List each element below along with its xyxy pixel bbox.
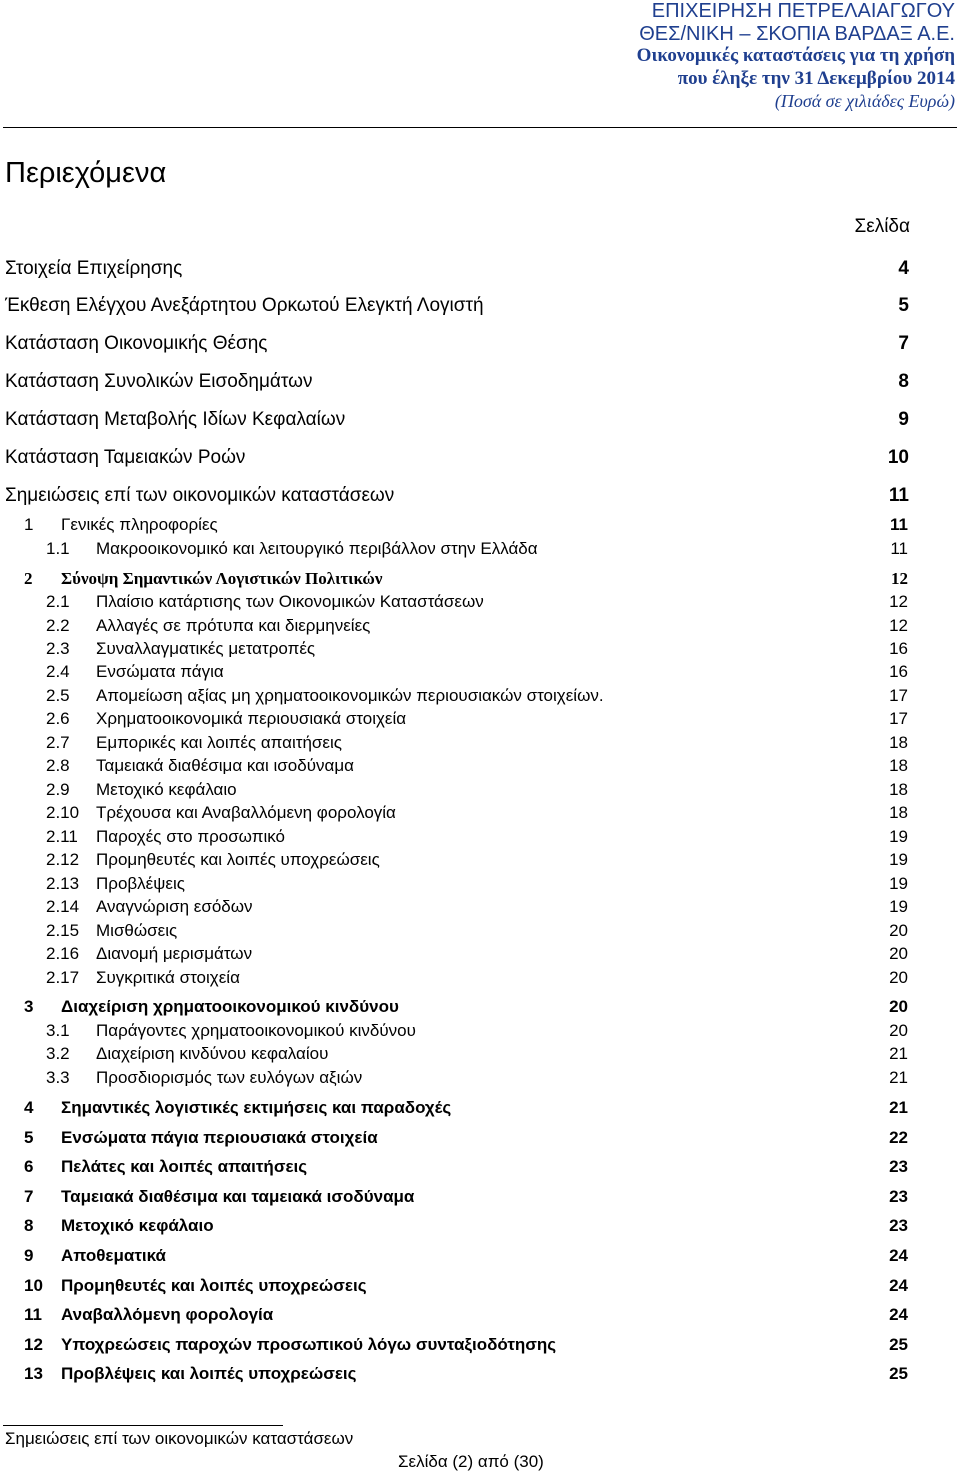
toc-note-page: 20 <box>889 944 908 963</box>
toc-entry-page: 7 <box>898 333 909 354</box>
toc-note-title: Συγκριτικά στοιχεία <box>96 968 240 987</box>
toc-entry-title: Έκθεση Ελέγχου Ανεξάρτητου Ορκωτού Ελεγκτή Λογιστή <box>5 295 484 316</box>
toc-note-page: 18 <box>889 733 908 752</box>
toc-note-title: Προμηθευτές και λοιπές υποχρεώσεις <box>61 1276 367 1295</box>
report-title-line-1: Οικονομικές καταστάσεις για τη χρήση <box>636 45 955 66</box>
toc-note-page: 25 <box>889 1364 908 1383</box>
toc-note-title: Σύνοψη Σημαντικών Λογιστικών Πολιτικών <box>61 569 383 588</box>
toc-note-number: 2.12 <box>46 850 80 869</box>
toc-entry-title: Στοιχεία Επιχείρησης <box>5 258 183 279</box>
toc-note-number: 2.10 <box>46 803 80 822</box>
footer-divider <box>3 1425 283 1426</box>
amount-units: (Ποσά σε χιλιάδες Ευρώ) <box>774 91 955 111</box>
toc-note-page: 19 <box>889 874 908 893</box>
toc-note-subsection[interactable] <box>0 592 960 614</box>
toc-note-section[interactable] <box>0 569 960 591</box>
toc-note-number: 2.5 <box>46 686 70 705</box>
toc-note-number: 3 <box>24 997 34 1016</box>
toc-note-subsection[interactable] <box>0 897 960 919</box>
toc-note-number: 2.15 <box>46 921 80 940</box>
toc-note-number: 2.1 <box>46 592 70 611</box>
toc-note-number: 2.16 <box>46 944 80 963</box>
toc-note-number: 2.6 <box>46 709 70 728</box>
toc-note-subsection[interactable] <box>0 686 960 708</box>
toc-note-section[interactable] <box>0 1246 960 1268</box>
toc-note-page: 21 <box>889 1044 908 1063</box>
toc-note-title: Παροχές στο προσωπικό <box>96 827 285 846</box>
toc-note-title: Συναλλαγματικές μετατροπές <box>96 639 316 658</box>
toc-note-subsection[interactable] <box>0 944 960 966</box>
toc-note-page: 21 <box>889 1068 908 1087</box>
report-title-line-2: που έληξε την 31 Δεκεμβρίου 2014 <box>677 67 955 89</box>
toc-entry[interactable] <box>0 295 960 321</box>
toc-note-page: 11 <box>890 539 908 558</box>
toc-note-number: 2.4 <box>46 662 70 681</box>
toc-note-title: Απομείωση αξίας μη χρηματοοικονομικών περιουσιακών στοιχείων. <box>96 686 604 705</box>
toc-note-number: 12 <box>24 1335 43 1354</box>
toc-entry-page: 4 <box>898 258 909 279</box>
toc-note-page: 18 <box>889 803 908 822</box>
toc-note-number: 5 <box>24 1128 34 1147</box>
toc-note-title: Προμηθευτές και λοιπές υποχρεώσεις <box>96 850 380 869</box>
toc-note-page: 12 <box>889 592 908 611</box>
toc-note-subsection[interactable] <box>0 968 960 990</box>
toc-note-section[interactable] <box>0 1335 960 1357</box>
toc-note-section[interactable] <box>0 1157 960 1179</box>
toc-note-title: Ενσώματα πάγια <box>96 662 224 681</box>
toc-note-section[interactable] <box>0 997 960 1019</box>
toc-note-number: 2.2 <box>46 616 70 635</box>
toc-note-title: Διαχείριση κινδύνου κεφαλαίου <box>96 1044 329 1063</box>
toc-note-page: 20 <box>889 968 908 987</box>
toc-note-page: 19 <box>889 827 908 846</box>
toc-entry-page: 11 <box>888 485 909 506</box>
toc-note-page: 20 <box>889 997 908 1016</box>
toc-note-number: 9 <box>24 1246 34 1265</box>
toc-note-page: 22 <box>889 1128 908 1147</box>
toc-note-page: 24 <box>889 1305 908 1324</box>
toc-note-number: 7 <box>24 1187 34 1206</box>
footer-page-number: Σελίδα (2) από (30) <box>398 1452 544 1471</box>
toc-note-title: Προβλέψεις <box>96 874 185 893</box>
toc-note-page: 21 <box>889 1098 908 1117</box>
toc-note-title: Προσδιορισμός των ευλόγων αξιών <box>96 1068 363 1087</box>
toc-entry-title: Κατάσταση Οικονομικής Θέσης <box>5 333 268 354</box>
toc-note-number: 2.14 <box>46 897 80 916</box>
toc-note-page: 16 <box>889 639 908 658</box>
toc-entry-page: 8 <box>898 371 909 392</box>
toc-note-section[interactable] <box>0 1305 960 1327</box>
toc-note-subsection[interactable] <box>0 756 960 778</box>
toc-entry-title: Σημειώσεις επί των οικονομικών καταστάσεων <box>5 485 395 506</box>
toc-note-number: 2.17 <box>46 968 80 987</box>
toc-note-subsection[interactable] <box>0 780 960 802</box>
toc-note-page: 11 <box>890 515 908 534</box>
toc-note-subsection[interactable] <box>0 709 960 731</box>
toc-note-number: 2.13 <box>46 874 80 893</box>
toc-note-subsection[interactable] <box>0 662 960 684</box>
toc-note-title: Ταμειακά διαθέσιμα και ταμειακά ισοδύναμα <box>61 1187 415 1206</box>
toc-note-subsection[interactable] <box>0 733 960 755</box>
toc-note-subsection[interactable] <box>0 827 960 849</box>
toc-note-number: 2 <box>24 569 33 588</box>
toc-note-title: Αλλαγές σε πρότυπα και διερμηνείες <box>96 616 371 635</box>
toc-entry[interactable] <box>0 485 960 511</box>
toc-entry-title: Κατάσταση Μεταβολής Ιδίων Κεφαλαίων <box>5 409 346 430</box>
toc-note-number: 2.7 <box>46 733 70 752</box>
toc-heading: Περιεχόμενα <box>5 157 167 189</box>
toc-note-section[interactable] <box>0 515 960 537</box>
toc-entry-page: 9 <box>898 409 909 430</box>
toc-note-title: Σημαντικές λογιστικές εκτιμήσεις και παραδοχές <box>61 1098 452 1117</box>
toc-entry-page: 10 <box>887 447 909 468</box>
toc-note-page: 23 <box>889 1157 908 1176</box>
toc-note-number: 4 <box>24 1098 34 1117</box>
toc-note-page: 25 <box>889 1335 908 1354</box>
toc-note-page: 16 <box>889 662 908 681</box>
toc-note-subsection[interactable] <box>0 539 960 561</box>
toc-entry[interactable] <box>0 447 960 473</box>
toc-note-subsection[interactable] <box>0 803 960 825</box>
toc-note-title: Προβλέψεις και λοιπές υποχρεώσεις <box>61 1364 357 1383</box>
toc-note-section[interactable] <box>0 1128 960 1150</box>
toc-note-number: 2.3 <box>46 639 70 658</box>
toc-note-number: 2.9 <box>46 780 70 799</box>
toc-note-title: Διαχείριση χρηματοοικονομικού κινδύνου <box>61 997 399 1016</box>
toc-note-number: 10 <box>24 1276 43 1295</box>
toc-note-section[interactable] <box>0 1098 960 1120</box>
toc-note-page: 19 <box>889 850 908 869</box>
toc-note-subsection[interactable] <box>0 874 960 896</box>
toc-note-subsection[interactable] <box>0 1021 960 1043</box>
toc-note-title: Πλαίσιο κατάρτισης των Οικονομικών Καταστάσεων <box>96 592 484 611</box>
toc-entry-page: 5 <box>898 295 909 316</box>
toc-entry[interactable] <box>0 409 960 435</box>
toc-note-title: Εμπορικές και λοιπές απαιτήσεις <box>96 733 342 752</box>
toc-note-number: 2.11 <box>46 827 78 846</box>
toc-note-section[interactable] <box>0 1276 960 1298</box>
toc-note-number: 3.1 <box>46 1021 70 1040</box>
toc-note-title: Μετοχικό κεφάλαιο <box>61 1216 214 1235</box>
company-name-line-2: ΘΕΣ/ΝΙΚΗ – ΣΚΟΠΙΑ ΒΑΡΔΑΞ Α.Ε. <box>639 22 955 45</box>
toc-note-section[interactable] <box>0 1216 960 1238</box>
toc-note-number: 13 <box>24 1364 43 1383</box>
toc-note-number: 8 <box>24 1216 34 1235</box>
footer-section-title: Σημειώσεις επί των οικονομικών καταστάσεων <box>5 1429 354 1448</box>
toc-note-page: 23 <box>889 1216 908 1235</box>
toc-note-page: 20 <box>889 921 908 940</box>
toc-note-page: 19 <box>889 897 908 916</box>
toc-note-page: 24 <box>889 1246 908 1265</box>
toc-note-subsection[interactable] <box>0 1068 960 1090</box>
toc-entry-title: Κατάσταση Ταμειακών Ροών <box>5 447 246 468</box>
toc-note-title: Αναβαλλόμενη φορολογία <box>61 1305 274 1324</box>
toc-note-title: Ενσώματα πάγια περιουσιακά στοιχεία <box>61 1128 378 1147</box>
toc-note-number: 3.3 <box>46 1068 70 1087</box>
toc-note-title: Παράγοντες χρηματοοικονομικού κινδύνου <box>96 1021 416 1040</box>
toc-note-number: 11 <box>24 1305 42 1324</box>
toc-note-page: 20 <box>889 1021 908 1040</box>
toc-entry[interactable] <box>0 371 960 397</box>
toc-note-number: 6 <box>24 1157 34 1176</box>
toc-note-title: Χρηματοοικονομικά περιουσιακά στοιχεία <box>96 709 407 728</box>
toc-note-title: Διανομή μερισμάτων <box>96 944 253 963</box>
toc-note-page: 18 <box>889 756 908 775</box>
toc-note-page: 12 <box>891 569 908 588</box>
toc-entry[interactable] <box>0 333 960 359</box>
toc-note-number: 1.1 <box>46 539 70 558</box>
toc-note-page: 17 <box>889 709 908 728</box>
toc-note-subsection[interactable] <box>0 639 960 661</box>
toc-note-title: Υποχρεώσεις παροχών προσωπικού λόγω συνταξιοδότησης <box>61 1335 557 1354</box>
toc-note-page: 24 <box>889 1276 908 1295</box>
toc-note-section[interactable] <box>0 1364 960 1386</box>
company-name-line-1: ΕΠΙΧΕΙΡΗΣΗ ΠΕΤΡΕΛΑΙΑΓΩΓΟΥ <box>651 0 955 22</box>
toc-note-title: Τρέχουσα και Αναβαλλόμενη φορολογία <box>96 803 396 822</box>
toc-entry-title: Κατάσταση Συνολικών Εισοδημάτων <box>5 371 313 392</box>
page-column-label: Σελίδα <box>854 216 910 237</box>
toc-note-number: 3.2 <box>46 1044 70 1063</box>
toc-note-page: 12 <box>889 616 908 635</box>
toc-entry[interactable] <box>0 258 960 284</box>
toc-note-page: 18 <box>889 780 908 799</box>
document-header <box>637 0 955 113</box>
toc-note-title: Ταμειακά διαθέσιμα και ισοδύναμα <box>96 756 354 775</box>
toc-note-title: Αναγνώριση εσόδων <box>96 897 253 916</box>
toc-note-subsection[interactable] <box>0 1044 960 1066</box>
toc-note-title: Μισθώσεις <box>96 921 178 940</box>
toc-note-number: 1 <box>24 515 34 534</box>
toc-note-section[interactable] <box>0 1187 960 1209</box>
toc-note-number: 2.8 <box>46 756 70 775</box>
toc-note-page: 17 <box>889 686 908 705</box>
toc-note-page: 23 <box>889 1187 908 1206</box>
toc-note-title: Μακροοικονομικό και λειτουργικό περιβάλλον στην Ελλάδα <box>96 539 538 558</box>
header-divider <box>3 127 957 128</box>
toc-note-subsection[interactable] <box>0 616 960 638</box>
toc-note-title: Αποθεματικά <box>61 1246 166 1265</box>
toc-note-title: Γενικές πληροφορίες <box>61 515 218 534</box>
toc-note-title: Πελάτες και λοιπές απαιτήσεις <box>61 1157 308 1176</box>
toc-note-title: Μετοχικό κεφάλαιο <box>96 780 237 799</box>
toc-note-subsection[interactable] <box>0 921 960 943</box>
toc-note-subsection[interactable] <box>0 850 960 872</box>
